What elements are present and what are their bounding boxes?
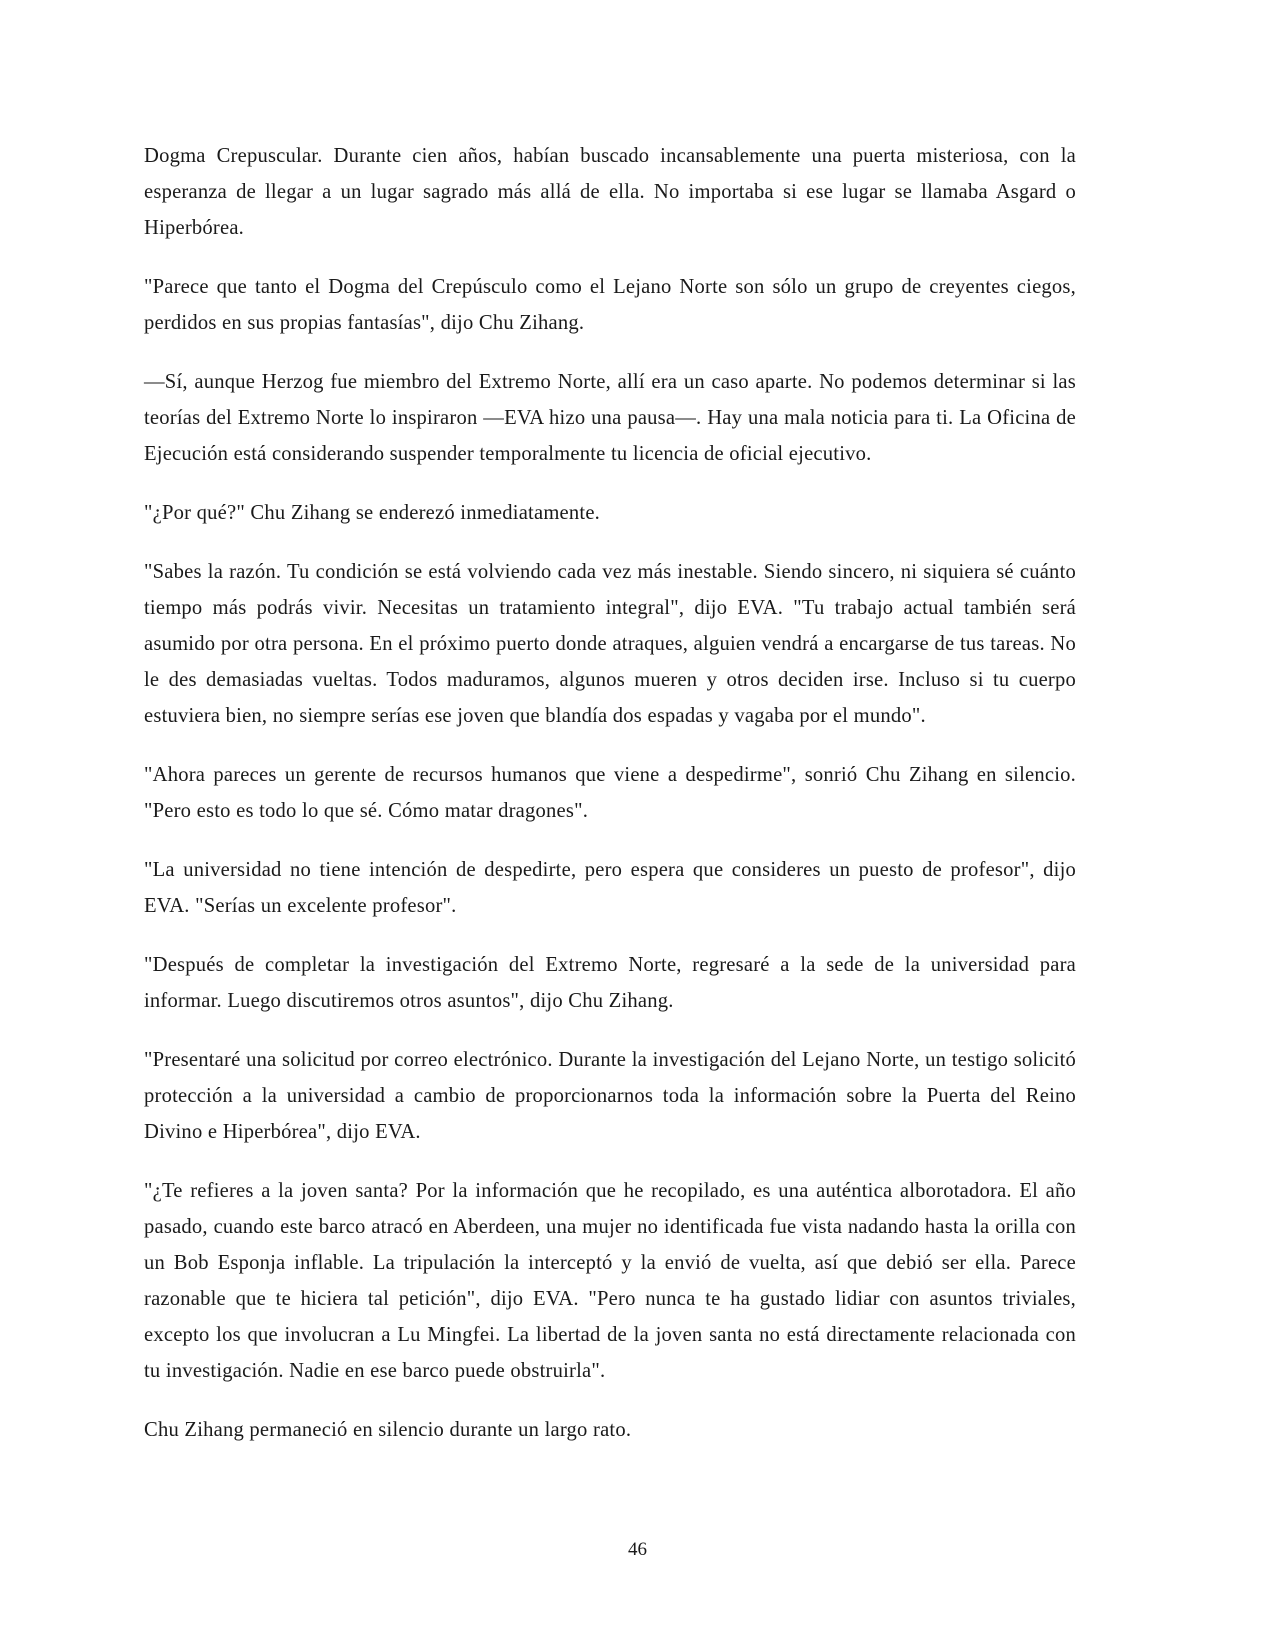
paragraph: Dogma Crepuscular. Durante cien años, habían buscado incansablemente una puerta misteriosa, con la esperanza de llegar a un lugar sagrado más allá de ella. No importaba si ese lugar se llamaba Asgard o Hiperbórea.: [144, 145, 1076, 239]
paragraph: —Sí, aunque Herzog fue miembro del Extremo Norte, allí era un caso aparte. No podemos determinar si las teorías del Extremo Norte lo inspiraron —EVA hizo una pausa—. Hay una mala noticia para ti. La Oficina de Ejecución está considerando suspender temporalmente tu licencia de oficial ejecutivo.: [144, 371, 1076, 465]
paragraph: "Sabes la razón. Tu condición se está volviendo cada vez más inestable. Siendo sincero, ni siquiera sé cuánto tiempo más podrás vivir. Necesitas un tratamiento integral", dijo EVA. "Tu trabajo actual también será asumido por otra persona. En el próximo puerto donde atraques, alguien vendrá a encargarse de tus tareas. No le des demasiadas vueltas. Todos maduramos, algunos mueren y otros deciden irse. Incluso si tu cuerpo estuviera bien, no siempre serías ese joven que blandía dos espadas y vagaba por el mundo".: [144, 561, 1076, 727]
paragraph: "Presentaré una solicitud por correo electrónico. Durante la investigación del Lejano Norte, un testigo solicitó protección a la universidad a cambio de proporcionarnos toda la información sobre la Puerta del Reino Divino e Hiperbórea", dijo EVA.: [144, 1049, 1076, 1143]
paragraph: "¿Por qué?" Chu Zihang se enderezó inmediatamente.: [144, 502, 601, 524]
paragraph: Chu Zihang permaneció en silencio durante un largo rato.: [144, 1419, 632, 1441]
page-text-body: [144, 138, 1076, 1448]
paragraph: "Parece que tanto el Dogma del Crepúsculo como el Lejano Norte son sólo un grupo de creyentes ciegos, perdidos en sus propias fantasías", dijo Chu Zihang.: [144, 276, 1076, 334]
paragraph: "Ahora pareces un gerente de recursos humanos que viene a despedirme", sonrió Chu Zihang en silencio. "Pero esto es todo lo que sé. Cómo matar dragones".: [144, 764, 1076, 822]
paragraph: "La universidad no tiene intención de despedirte, pero espera que consideres un puesto de profesor", dijo EVA. "Serías un excelente profesor".: [144, 859, 1076, 917]
paragraph: "¿Te refieres a la joven santa? Por la información que he recopilado, es una auténtica alborotadora. El año pasado, cuando este barco atracó en Aberdeen, una mujer no identificada fue vista nadando hasta la orilla con un Bob Esponja inflable. La tripulación la interceptó y la envió de vuelta, así que debió ser ella. Parece razonable que te hiciera tal petición", dijo EVA. "Pero nunca te ha gustado lidiar con asuntos triviales, excepto los que involucran a Lu Mingfei. La libertad de la joven santa no está directamente relacionada con tu investigación. Nadie en ese barco puede obstruirla".: [144, 1180, 1076, 1382]
paragraph: "Después de completar la investigación del Extremo Norte, regresaré a la sede de la universidad para informar. Luego discutiremos otros asuntos", dijo Chu Zihang.: [144, 954, 1076, 1012]
page-number: 46: [628, 1539, 647, 1560]
